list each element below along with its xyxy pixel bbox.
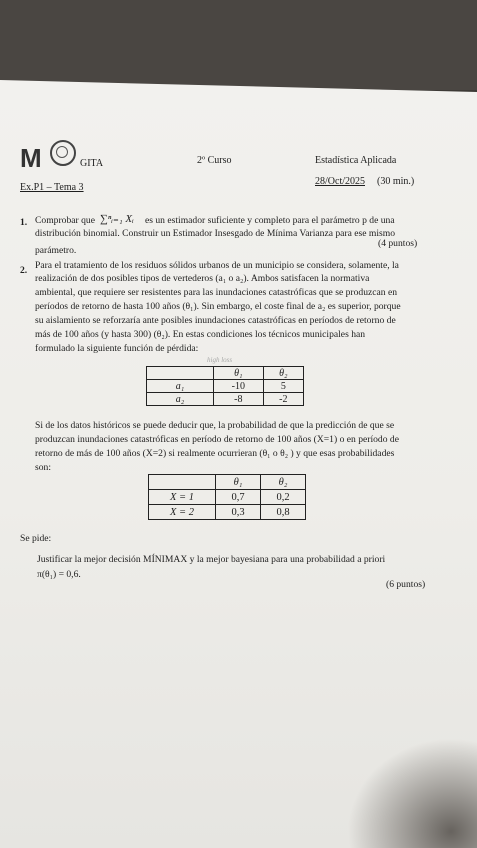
q2b-line-1: produzcan inundaciones catastróficas en período de retorno de 100 años (X=1) o en período de (35, 434, 399, 445)
q2-line-4: su aislamiento se reforzaría ante posibles inundaciones catastróficas en períodos de retorno de (35, 315, 396, 326)
prob-header-theta1: θ₁ (216, 475, 261, 490)
q2-line-5: más de 100 años (y hasta 300) (θ₂). En estas condiciones los técnicos municipales han (35, 329, 366, 340)
exam-duration: (30 min.) (377, 176, 415, 187)
q2-number: 2. (20, 265, 28, 276)
pencil-note: high loss (207, 356, 233, 364)
loss-cell: -8 (214, 393, 264, 406)
q1-points: (4 puntos) (378, 238, 418, 249)
q1-line3: parámetro. (35, 245, 77, 256)
q1-sum: ∑ⁿᵢ₌₁ Xᵢ (100, 213, 134, 225)
loss-cell: 5 (263, 380, 303, 393)
exam-date: 28/Oct/2025 (315, 176, 365, 187)
q1-number: 1. (20, 217, 28, 228)
background-top (0, 0, 477, 90)
university-logo: M (20, 143, 40, 173)
q1-line2: distribución binomial. Construir un Estimador Insesgado de Mínima Varianza para ese mismo (35, 228, 396, 239)
university-seal-icon (50, 140, 76, 166)
q1-line1b: es un estimador suficiente y completo para el parámetro p de una (145, 215, 395, 226)
q2-line-3: períodos de retorno de hasta 100 años (θ₁). Sin embargo, el coste final de a₂ es superior, porque (35, 301, 401, 312)
prob-cell: 0,8 (261, 505, 306, 520)
corner-shadow (347, 738, 477, 848)
exam-label: Ex.P1 – Tema 3 (20, 182, 84, 193)
q2b-line-2: retorno de más de 100 años (X=2) si realmente ocurrieran (θ₁ o θ₂ ) y que esas probabilidades (35, 448, 395, 459)
q2-points: (6 puntos) (386, 579, 426, 590)
course-label: 2º Curso (197, 155, 232, 166)
q2b-line-3: son: (35, 462, 51, 473)
task-line2: π(θ₁) = 0,6. (37, 569, 81, 580)
loss-row-label: a₁ (147, 380, 214, 393)
prob-table-corner (149, 475, 216, 490)
prob-table-row (149, 505, 306, 520)
q2b-line-0: Si de los datos históricos se puede deducir que, la probabilidad de que la predicción de que se (35, 420, 395, 431)
loss-table-corner (147, 367, 214, 380)
q2-line-6: formulado la siguiente función de pérdida: (35, 343, 199, 354)
task-line1: Justificar la mejor decisión MÍNIMAX y la mejor bayesiana para una probabilidad a priori (37, 554, 386, 565)
loss-cell: -10 (214, 380, 264, 393)
q1-line1a: Comprobar que (35, 215, 95, 226)
loss-table (146, 366, 304, 406)
prob-cell: 0,2 (261, 490, 306, 505)
se-pide-label: Se pide: (20, 533, 52, 544)
loss-table-row (147, 380, 304, 393)
loss-table-row (147, 393, 304, 406)
prob-table-row (149, 490, 306, 505)
subject-label: Estadística Aplicada (315, 155, 397, 166)
prob-header-theta2: θ₂ (261, 475, 306, 490)
loss-header-theta1: θ₁ (214, 367, 264, 380)
q2-line-2: ambiental, que requiere ser resistentes para las inundaciones catastróficas que se produzcan en (35, 287, 398, 298)
loss-cell: -2 (263, 393, 303, 406)
department-label: GITA (80, 158, 104, 169)
prob-row-label: X = 1 (149, 490, 216, 505)
q2-line-1: realización de dos posibles tipos de vertederos (a₁ o a₂). Ambos satisfacen la normativa (35, 273, 370, 284)
loss-row-label: a₂ (147, 393, 214, 406)
probability-table (148, 474, 306, 520)
prob-row-label: X = 2 (149, 505, 216, 520)
exam-paper (0, 80, 477, 848)
prob-cell: 0,7 (216, 490, 261, 505)
loss-table-header-row (147, 367, 304, 380)
loss-header-theta2: θ₂ (263, 367, 303, 380)
prob-table-header-row (149, 475, 306, 490)
q2-line-0: Para el tratamiento de los residuos sólidos urbanos de un municipio se considera, solamente, la (35, 260, 399, 271)
prob-cell: 0,3 (216, 505, 261, 520)
